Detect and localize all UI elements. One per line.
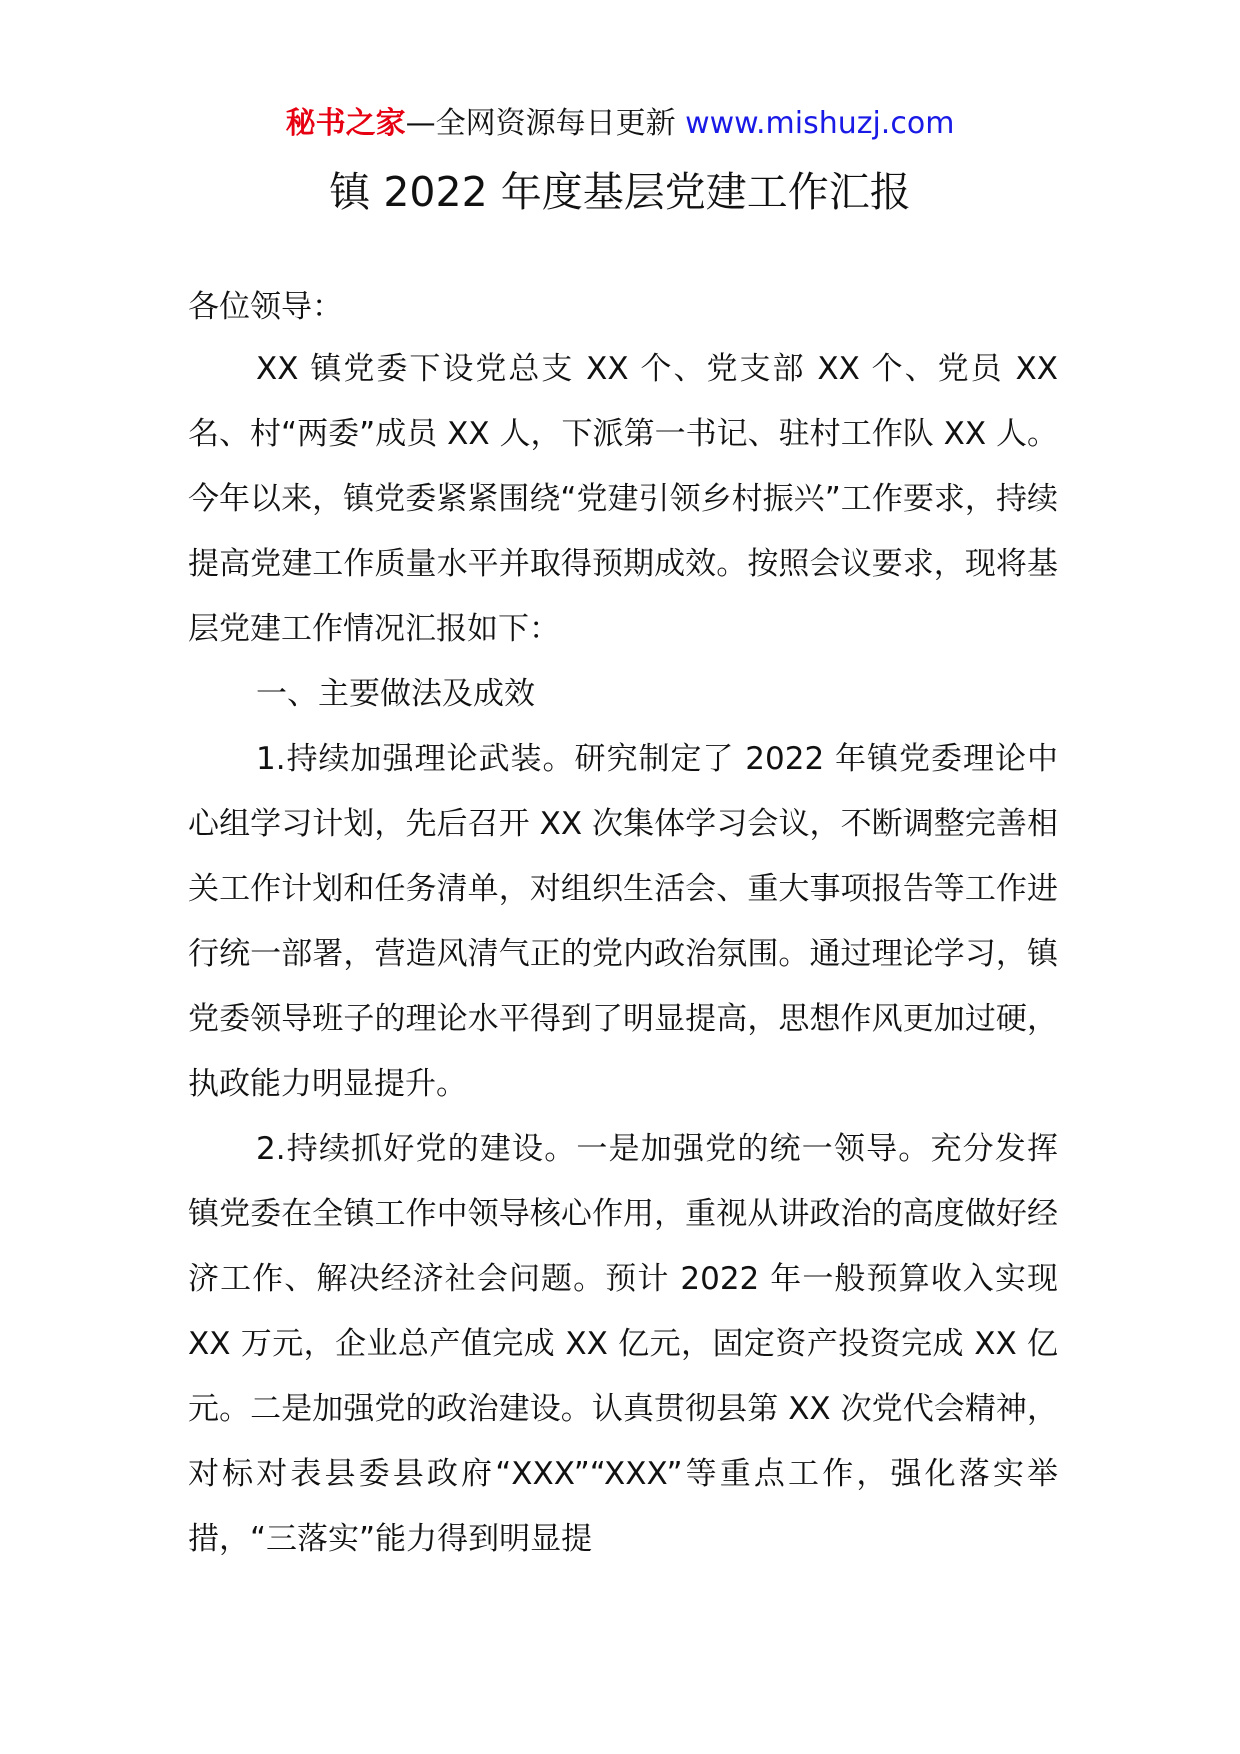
- watermark-header: [0, 100, 1240, 148]
- paragraph-theory: 1.持续加强理论武装。研究制定了 2022 年镇党委理论中心组学习计划，先后召开 XX 次集体学习会议，不断调整完善相关工作计划和任务清单，对组织生活会、重大事项报告等工作进行统一部署，营造风清气正的党内政治氛围。通过理论学习，镇党委领导班子的理论水平得到了明显提高，思想作风更加过硬，执政能力明显提升。: [188, 741, 1058, 1102]
- brand-slogan: —全网资源每日更新: [405, 106, 676, 141]
- document-body: [188, 287, 1058, 1572]
- paragraph-intro: XX 镇党委下设党总支 XX 个、党支部 XX 个、党员 XX 名、村“两委”成员 XX 人，下派第一书记、驻村工作队 XX 人。今年以来，镇党委紧紧围绕“党建引领乡村振兴”工作要求，持续提高党建工作质量水平并取得预期成效。按照会议要求，现将基层党建工作情况汇报如下：: [188, 351, 1058, 647]
- document-title: 镇 2022 年度基层党建工作汇报: [329, 168, 911, 216]
- paragraph-party-building: 2.持续抓好党的建设。一是加强党的统一领导。充分发挥镇党委在全镇工作中领导核心作用，重视从讲政治的高度做好经济工作、解决经济社会问题。预计 2022 年一般预算收入实现 XX 万元，企业总产值完成 XX 亿元，固定资产投资完成 XX 亿元。二是加强党的政治建设。认真贯彻县第 XX 次党代会精神，对标对表县委县政府“XXX”“XXX”等重点工作，强化落实举措，“三落实”能力得到明显提: [188, 1131, 1058, 1557]
- salutation: 各位领导：: [188, 289, 343, 325]
- brand-name: 秘书之家: [285, 106, 406, 141]
- section-heading: 一、主要做法及成效: [256, 676, 535, 712]
- site-url: www.mishuzj.com: [675, 106, 955, 141]
